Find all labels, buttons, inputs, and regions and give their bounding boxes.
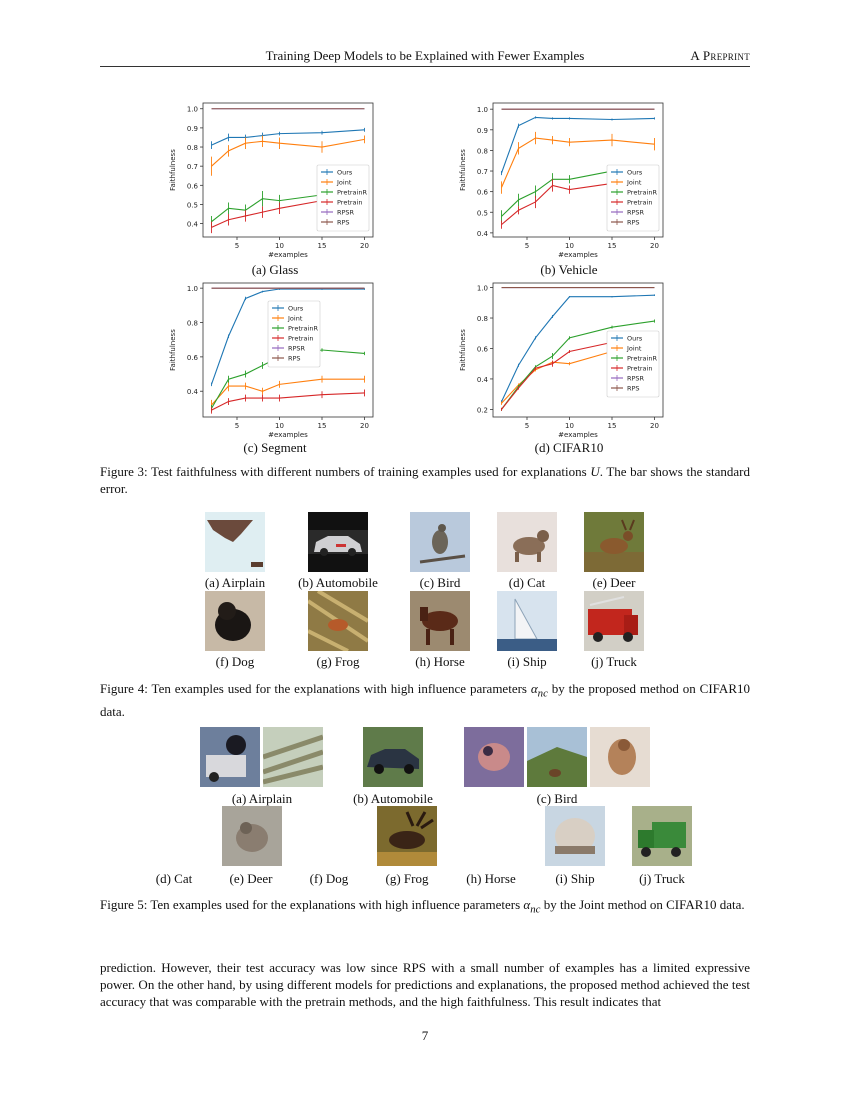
fig4-label-a: (a) Airplain [204,575,266,590]
y-tick-label: 0.5 [186,201,198,210]
fig4-label-e: (e) Deer [592,575,636,590]
image-bird-3 [590,727,650,787]
y-tick-label: 0.7 [476,168,488,177]
fig5-label-j: (j) Truck [639,871,685,886]
x-tick-label: 5 [524,422,530,430]
image-cat [497,512,557,572]
image-automobile [308,512,368,572]
y-tick-label: 0.2 [476,406,488,415]
figure-4-caption: Figure 4: Ten examples used for the explanations with high influence parameters $\alpha_{nc}$ by the proposed method on CIFAR10 data. [100,681,750,719]
y-tick-label: 0.6 [476,345,488,354]
legend-label: Ours [337,168,353,177]
y-tick-label: 1.0 [476,106,488,115]
y-axis-label: Faithfulness [459,149,467,191]
image-frog-1 [377,806,437,866]
legend-label: PretrainR [288,324,318,333]
fig4-label-h: (h) Horse [415,654,465,669]
fig5-label-i: (i) Ship [555,871,595,886]
x-axis-label: #examples [268,431,308,439]
image-deer-1 [222,806,282,866]
legend-label: Ours [627,334,643,343]
legend-label: Pretrain [337,198,363,207]
legend-label: RPS [337,218,350,227]
legend-label: Pretrain [288,334,314,343]
y-tick-label: 0.8 [186,319,198,328]
image-truck [584,591,644,651]
legend-label: RPSR [288,344,306,353]
image-truck-1 [632,806,692,866]
legend-label: RPS [627,218,640,227]
y-tick-label: 0.5 [476,209,488,218]
image-ship-1 [545,806,605,866]
fig5-label-f: (f) Dog [309,871,349,886]
legend-label: Ours [627,168,643,177]
y-tick-label: 0.4 [476,375,488,384]
legend-label: Joint [337,178,352,187]
x-tick-label: 15 [607,422,617,430]
y-axis-label: Faithfulness [169,149,177,191]
caption-glass: (a) Glass [251,262,299,277]
x-tick-label: 5 [234,242,240,250]
y-tick-label: 0.8 [186,144,198,153]
fig4-label-f: (f) Dog [215,654,255,669]
y-tick-label: 0.9 [476,126,488,135]
image-bird-1 [464,727,524,787]
y-tick-label: 0.6 [186,182,198,191]
y-tick-label: 0.9 [186,124,198,133]
legend-label: RPSR [337,208,355,217]
image-dog [205,591,265,651]
caption-cifar10: (d) CIFAR10 [534,440,604,455]
legend-label: RPS [627,384,640,393]
figure-5-caption: Figure 5: Ten examples used for the explanations with high influence parameters $\alpha_{nc}$ by the Joint method on CIFAR10 data. [100,897,745,916]
legend-label: PretrainR [627,354,657,363]
caption-vehicle: (b) Vehicle [540,262,598,277]
legend-label: Joint [627,178,642,187]
y-axis-label: Faithfulness [459,329,467,371]
y-tick-label: 0.6 [476,188,488,197]
caption-segment: (c) Segment [243,440,307,455]
fig4-label-j: (j) Truck [591,654,637,669]
page-number: 7 [421,1028,429,1043]
x-axis-label: #examples [268,251,308,259]
running-title: Training Deep Models to be Explained with Fewer Examples [265,48,585,63]
chart-vehicle [455,97,675,259]
fig4-label-g: (g) Frog [316,654,360,669]
legend-label: PretrainR [627,188,657,197]
y-tick-label: 0.4 [476,229,488,238]
chart-cifar10 [455,277,675,439]
y-tick-label: 0.4 [186,220,198,229]
x-tick-label: 20 [360,242,369,250]
image-bird-2 [527,727,587,787]
legend-label: PretrainR [337,188,367,197]
x-tick-label: 20 [650,422,659,430]
y-tick-label: 1.0 [186,105,198,114]
image-bird [410,512,470,572]
fig4-label-d: (d) Cat [508,575,546,590]
fig5-label-a: (a) Airplain [231,791,293,806]
fig4-label-i: (i) Ship [507,654,547,669]
fig5-label-d: (d) Cat [155,871,193,886]
legend-label: Pretrain [627,364,653,373]
legend-label: Joint [288,314,303,323]
preprint-label: A Preprint [690,48,750,63]
body-paragraph: prediction. However, their test accuracy was low since RPS with a small number of examples has a limited expressive power. On the other hand, by using different models for predictions and explanations, the proposed method achieved the test accuracy that was comparable with the pretrain methods, and the high faithfulness. This result indicates that [100,960,750,1009]
y-tick-label: 0.8 [476,147,488,156]
y-tick-label: 0.4 [186,388,198,397]
y-tick-label: 0.7 [186,163,198,172]
x-tick-label: 10 [565,422,574,430]
image-airplain-2 [263,727,323,787]
fig5-label-h: (h) Horse [466,871,516,886]
x-tick-label: 10 [565,242,574,250]
x-axis-label: #examples [558,431,598,439]
fig5-label-c: (c) Bird [536,791,578,806]
legend-label: RPSR [627,208,645,217]
y-tick-label: 1.0 [476,284,488,293]
chart-segment [165,277,385,439]
legend-label: RPSR [627,374,645,383]
fig5-label-g: (g) Frog [385,871,429,886]
legend-label: RPS [288,354,301,363]
x-tick-label: 5 [234,422,240,430]
image-airplane [205,512,265,572]
image-automobile-1 [363,727,423,787]
x-tick-label: 10 [275,242,284,250]
legend-label: Pretrain [627,198,653,207]
chart-glass [165,97,385,259]
y-tick-label: 1.0 [186,285,198,294]
y-tick-label: 0.6 [186,353,198,362]
image-airplain-1 [200,727,260,787]
fig5-label-b: (b) Automobile [353,791,433,806]
image-horse [410,591,470,651]
fig4-label-b: (b) Automobile [298,575,378,590]
y-axis-label: Faithfulness [169,329,177,371]
image-frog [308,591,368,651]
x-tick-label: 20 [360,422,369,430]
fig5-label-e: (e) Deer [229,871,273,886]
legend-label: Joint [627,344,642,353]
x-tick-label: 15 [607,242,617,250]
legend-label: Ours [288,304,304,313]
image-deer [584,512,644,572]
page-header [100,48,750,67]
x-tick-label: 20 [650,242,659,250]
x-tick-label: 10 [275,422,284,430]
x-tick-label: 15 [317,422,327,430]
fig4-label-c: (c) Bird [419,575,461,590]
x-tick-label: 15 [317,242,327,250]
image-ship [497,591,557,651]
y-tick-label: 0.8 [476,315,488,324]
x-tick-label: 5 [524,242,530,250]
figure-3-caption: Figure 3: Test faithfulness with different numbers of training examples used for explanations U. The bar shows the standard error. [100,464,750,496]
x-axis-label: #examples [558,251,598,259]
